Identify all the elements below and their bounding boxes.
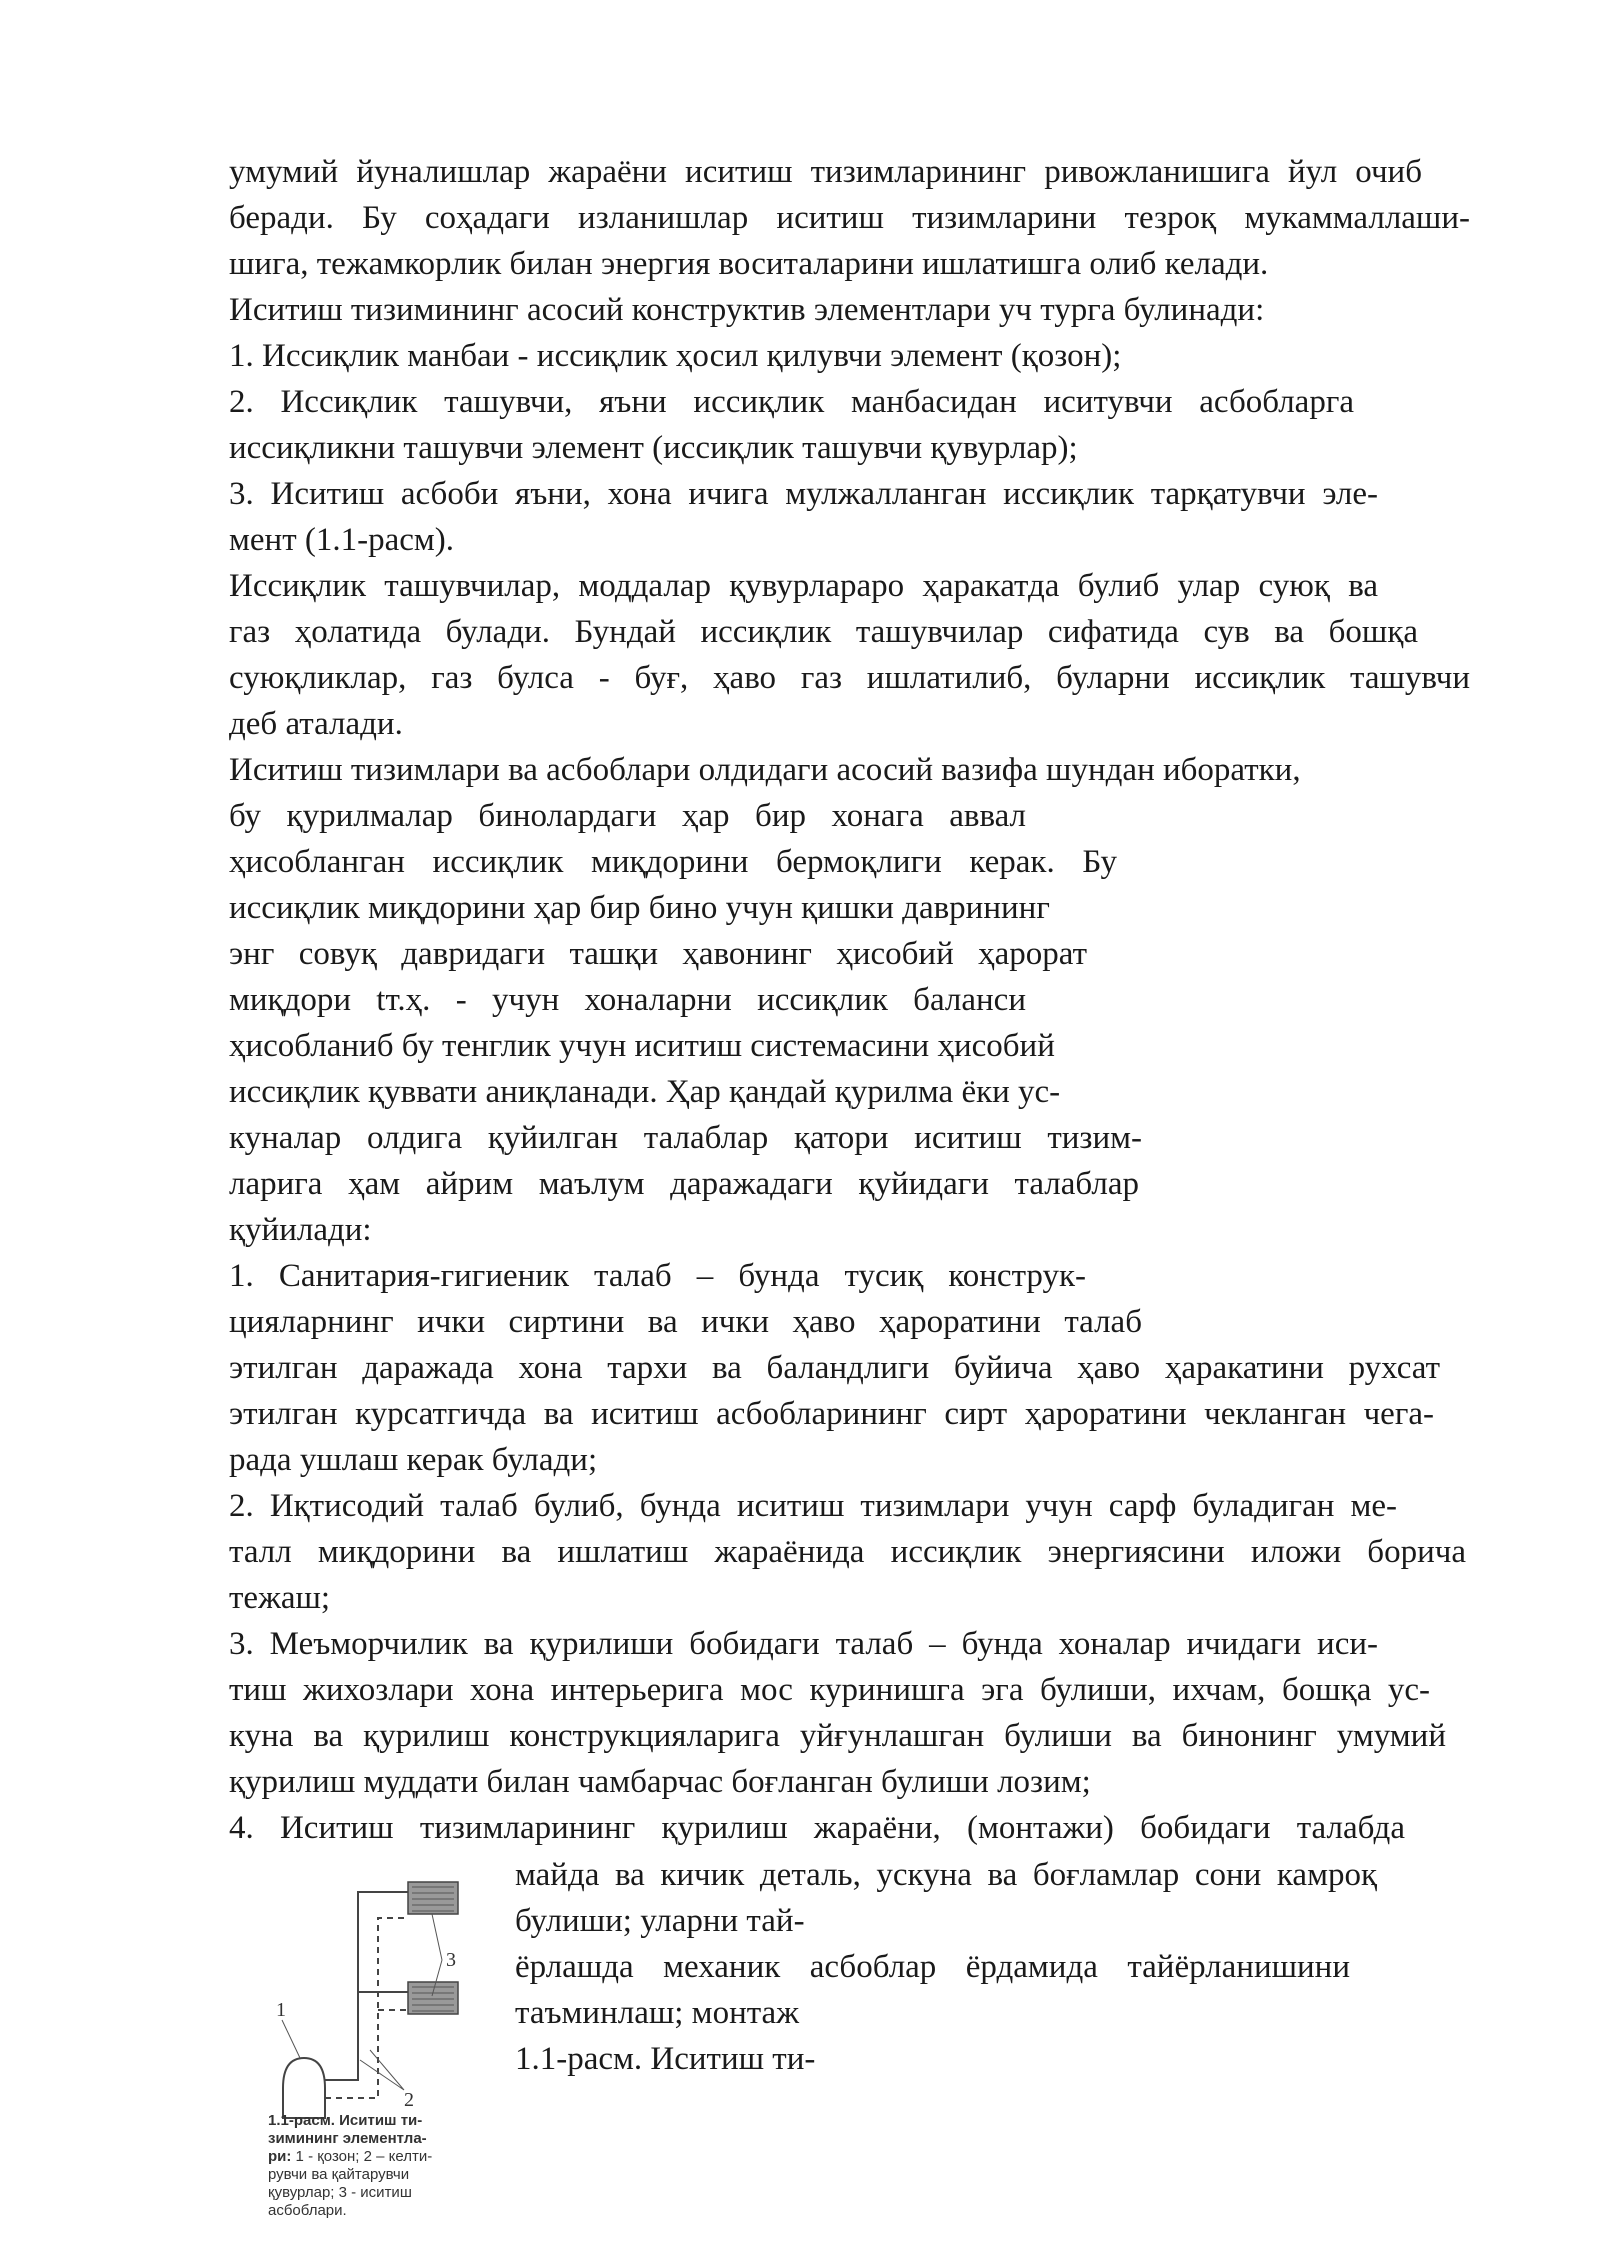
text-line: газ ҳолатида булади. Бундай иссиқлик ташувчилар сифатида сув ва бошқа <box>229 614 1418 650</box>
leader-2 <box>360 2050 404 2090</box>
text-line: этилган курсатгичда ва иситиш асбобларининг сирт ҳароратини чекланган чега- <box>229 1396 1434 1432</box>
text-line: 2. Иссиқлик ташувчи, яъни иссиқлик манбасидан иситувчи асбобларга <box>229 384 1354 420</box>
text-line: ларига ҳам айрим маълум даражадаги қуйидаги талаблар <box>229 1166 1139 1202</box>
leader-1 <box>282 2020 300 2058</box>
text-line: Иситиш тизимлари ва асбоблари олдидаги асосий вазифа шундан иборатки, <box>229 752 1301 788</box>
label-1: 1 <box>276 1999 286 2021</box>
text-line: миқдори tт.ҳ. - учун хоналарни иссиқлик баланси <box>229 982 1026 1018</box>
text-line: рада ушлаш керак булади; <box>229 1442 598 1478</box>
text-line: тиш жихозлари хона интерьерига мос куринишга эга булиши, ихчам, бошқа ус- <box>229 1672 1430 1708</box>
side-text-line: майда ва кичик деталь, ускуна ва боғламлар сони камроқ <box>515 1857 1377 1893</box>
text-line: этилган даражада хона тархи ва баландлиги буйича ҳаво ҳаракатини рухсат <box>229 1350 1440 1386</box>
label-2: 2 <box>404 2089 414 2111</box>
text-line: деб аталади. <box>229 706 403 742</box>
figure-caption-legend: 1 - қозон; 2 – келти- рувчи ва қайтарувчи қувурлар; 3 - иситиш асбоблари. <box>268 2148 433 2219</box>
label-3: 3 <box>446 1949 456 1971</box>
text-line: иссиқлик миқдорини ҳар бир бино учун қишки даврининг <box>229 890 1050 926</box>
text-line: бу қурилмалар бинолардаги ҳар бир хонага аввал <box>229 798 1026 834</box>
text-line: тежаш; <box>229 1580 331 1616</box>
text-line: ҳисобланиб бу тенглик учун иситиш системасини ҳисобий <box>229 1028 1055 1064</box>
figure-caption-title: 1.1-расм. Иситиш ти- зимининг элементла- ри: <box>268 2112 427 2165</box>
text-line: куналар олдига қуйилган талаблар қатори иситиш тизим- <box>229 1120 1142 1156</box>
text-line: шига, тежамкорлик билан энергия воситаларини ишлатишга олиб келади. <box>229 246 1269 282</box>
side-text-line: булиши; уларни тай- <box>515 1903 805 1939</box>
text-line: иссиқликни ташувчи элемент (иссиқлик ташувчи қувурлар); <box>229 430 1078 466</box>
text-line: 3. Иситиш асбоби яъни, хона ичига мулжалланган иссиқлик тарқатувчи эле- <box>229 476 1378 512</box>
text-line: 1. Санитария-гигиеник талаб – бунда тусиқ конструк- <box>229 1258 1086 1294</box>
text-line: қурилиш муддати билан чамбарчас боғланган булиши лозим; <box>229 1764 1091 1800</box>
text-line: 2. Иқтисодий талаб булиб, бунда иситиш тизимлари учун сарф буладиган ме- <box>229 1488 1397 1524</box>
boiler-shape <box>283 2058 325 2118</box>
text-line: Иситиш тизимининг асосий конструктив элементлари уч турга булинади: <box>229 292 1265 328</box>
text-line: беради. Бу соҳадаги изланишлар иситиш тизимларини тезроқ мукаммаллаши- <box>229 200 1470 236</box>
text-line: ҳисобланган иссиқлик миқдорини бермоқлиги керак. Бу <box>229 844 1117 880</box>
side-text-line: ёрлашда механик асбоблар ёрдамида тайёрланишини <box>515 1949 1350 1985</box>
text-line: 4. Иситиш тизимларининг қурилиш жараёни, (монтажи) бобидаги талабда <box>229 1810 1405 1846</box>
text-line: Иссиқлик ташувчилар, моддалар қувурлараро ҳаракатда булиб улар суюқ ва <box>229 568 1378 604</box>
text-line: мент (1.1-расм). <box>229 522 455 558</box>
text-line: куна ва қурилиш конструкцияларига уйғунлашган булиши ва бинонинг умумий <box>229 1718 1446 1754</box>
figure-caption <box>268 2112 498 2220</box>
text-line: қуйилади: <box>229 1212 372 1248</box>
text-line: 1. Иссиқлик манбаи - иссиқлик ҳосил қилувчи элемент (қозон); <box>229 338 1122 374</box>
return-pipe <box>325 1918 408 2098</box>
side-text-line: таъминлаш; монтаж <box>515 1995 799 2031</box>
text-line: энг совуқ давридаги ташқи ҳавонинг ҳисобий ҳарорат <box>229 936 1087 972</box>
text-line: суюқликлар, газ булса - буғ, ҳаво газ ишлатилиб, буларни иссиқлик ташувчи <box>229 660 1470 696</box>
supply-pipe <box>325 1892 408 2080</box>
side-text-line: 1.1-расм. Иситиш ти- <box>515 2041 816 2077</box>
text-line: умумий йуналишлар жараёни иситиш тизимларининг ривожланишига йул очиб <box>229 154 1422 190</box>
text-line: цияларнинг ички сиртини ва ички ҳаво ҳароратини талаб <box>229 1304 1142 1340</box>
text-line: 3. Меъморчилик ва қурилиши бобидаги талаб – бунда хоналар ичидаги иси- <box>229 1626 1378 1662</box>
text-line: талл миқдорини ва ишлатиш жараёнида иссиқлик энергиясини иложи борича <box>229 1534 1466 1570</box>
text-line: иссиқлик қуввати аниқланади. Ҳар қандай қурилма ёки ус- <box>229 1074 1061 1110</box>
